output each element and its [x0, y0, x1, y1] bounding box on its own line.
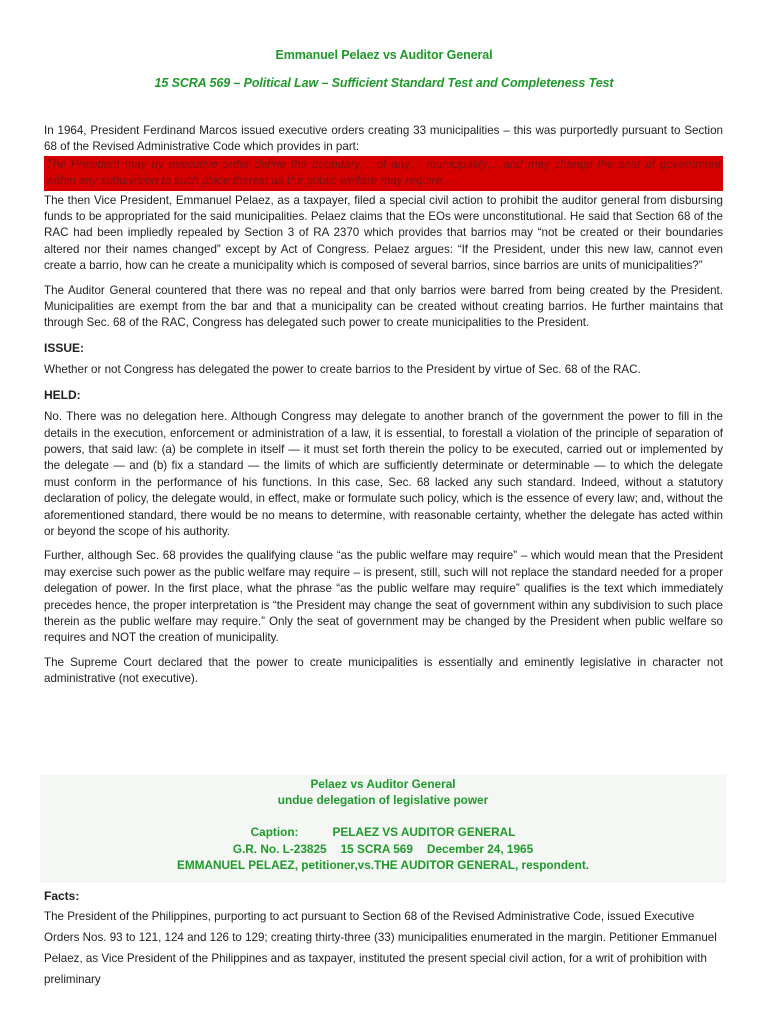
facts-text: The President of the Philippines, purporting to act pursuant to Section 68 of the Revised Administrative Code, issued Executive Orders Nos. 93 to 121, 124 and 126 to 129; creating thirty-three (33) municipalities enumerated in the margin. Petitioner Emmanuel Pelaez, as Vice President of the Philippines and as taxpayer, instituted the present special civil action, for a writ of prohibition with preliminary	[44, 910, 717, 986]
held-heading: HELD:	[44, 387, 81, 402]
caption-value: PELAEZ VS AUDITOR GENERAL	[332, 825, 516, 839]
case-box-topic: undue delegation of legislative power	[277, 793, 489, 807]
facts-paragraph-2: The Auditor General countered that there was no repeal and that only barrios were barred from being created by the President. Municipalities are exempt from the bar and that a municipality can be created without creating barrios. He further maintains that through Sec. 68 of the RAC, Congress has delegated such power to create municipalities to the President.	[44, 283, 723, 330]
intro-paragraph: In 1964, President Ferdinand Marcos issued executive orders creating 33 municipalities – this was purportedly pursuant to Section 68 of the Revised Administrative Code which provides in part:	[44, 124, 723, 154]
issue-heading: ISSUE:	[44, 340, 85, 355]
decision-date: December 24, 1965	[426, 842, 534, 856]
digest-body	[44, 123, 723, 696]
case-citation-line	[40, 841, 726, 857]
document-subtitle: 15 SCRA 569 – Political Law – Sufficient Standard Test and Completeness Test	[154, 76, 614, 90]
held-paragraph-2: Further, although Sec. 68 provides the qualifying clause “as the public welfare may require” – which would mean that the President may exercise such power as the public welfare may require – is present, still, such will not replace the standard needed for a proper delegation of power. In the first place, what the phrase “as the public welfare may require” qualifies is the text which immediately precedes hence, the proper interpretation is “the President may change the seat of government within any subdivision to such place therein as the public welfare may require.” Only the seat of government may be changed by the President when public welfare so requires and NOT the creation of municipality.	[44, 549, 723, 645]
document-title: Emmanuel Pelaez vs Auditor General	[275, 48, 493, 62]
held-paragraph-3: The Supreme Court declared that the power to create municipalities is essentially and eminently legislative in character not administrative (not executive).	[44, 655, 723, 686]
case-caption-box	[40, 775, 726, 883]
case-caption-line	[40, 824, 726, 840]
caption-label: Caption:	[250, 825, 299, 839]
case-parties: EMMANUEL PELAEZ, petitioner,vs.THE AUDITOR GENERAL, respondent.	[176, 858, 590, 872]
scra-citation: 15 SCRA 569	[340, 842, 413, 856]
held-paragraph-1: No. There was no delegation here. Although Congress may delegate to another branch of the government the power to fill in the details in the execution, enforcement or administration of a law, it is essential, to forestall a violation of the principle of separation of powers, that said law: (a) be complete in itself — it must set forth therein the policy to be executed, carried out or implemented by the delegate — and (b) fix a standard — the limits of which are sufficiently determinate or determinable — to which the delegate must conform in the performance of his functions. In this case, Sec. 68 lacked any such standard. Indeed, without a statutory declaration of policy, the delegate would, in effect, make or formulate such policy, which is the essence of every law; and, without the aforementioned standard, there would be no means to determine, with reasonable certainty, whether the delegate has acted within or beyond the scope of his authority.	[44, 410, 723, 538]
facts-paragraph-1: The then Vice President, Emmanuel Pelaez, as a taxpayer, filed a special civil action to prohibit the auditor general from disbursing funds to be appropriated for the said municipalities. Pelaez claims that the EOs were unconstitutional. He said that Section 68 of the RAC had been impliedly repealed by Section 3 of RA 2370 which provides that barrios may “not be created or their boundaries altered nor their names changed” except by Act of Congress. Pelaez argues: “If the President, under this new law, cannot even create a barrio, how can he create a municipality which is composed of several barrios, since barrios are units of municipalities?”	[44, 193, 723, 273]
gr-number: G.R. No. L-23825	[232, 842, 327, 856]
facts-heading: Facts:	[44, 889, 80, 903]
case-box-title: Pelaez vs Auditor General	[310, 777, 456, 791]
issue-paragraph: Whether or not Congress has delegated the power to create barrios to the President by virtue of Sec. 68 of the RAC.	[44, 363, 641, 377]
highlighted-quote: The President may by executive order define the boundary… of any… municipality… and may change the seat of government within any subdivision to such place therein as the public welfare may require…	[44, 156, 723, 191]
